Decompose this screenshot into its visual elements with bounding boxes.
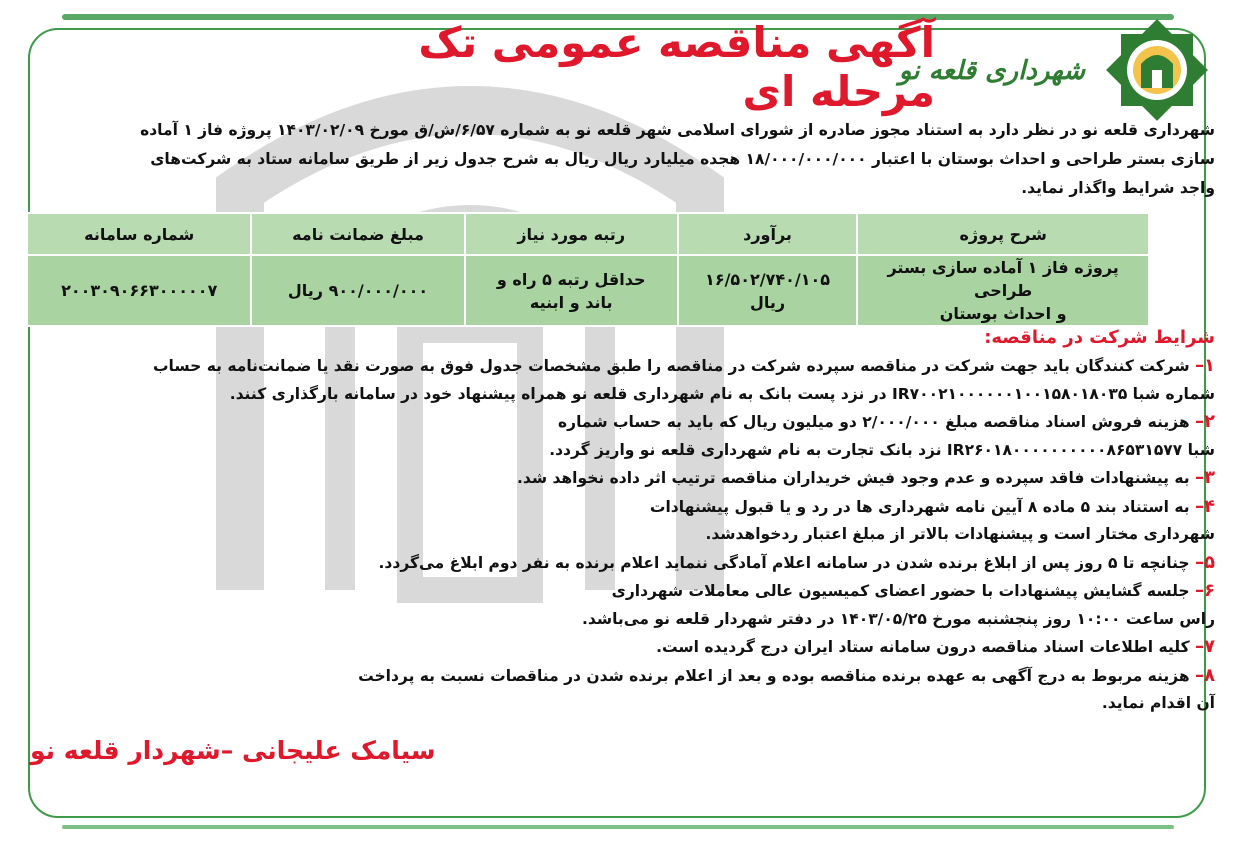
intro-line: شهرداری قلعه نو در نظر دارد به استناد مجوز صادره از شورای اسلامی شهر قلعه نو به شماره ۶/۵۷/ش/ق مورخ ۱۴۰۳/۰۲/۰۹ پروژه فاز ۱ آماده [140, 121, 1215, 139]
item-text: شماره شبا IR۷۰۰۲۱۰۰۰۰۰۰۱۰۰۱۵۸۰۱۸۰۳۵ در نزد پست بانک به نام شهرداری قلعه نو همراه پیشنهاد خود در سامانه بارگذاری کنند. [229, 384, 1215, 403]
cell-line: ریال [749, 292, 786, 312]
item-number: ۴– [1195, 495, 1215, 517]
item-text: راس ساعت ۱۰:۰۰ روز پنجشنبه مورخ ۱۴۰۳/۰۵/۲۵ در دفتر شهردار قلعه نو می‌باشد. [582, 609, 1215, 628]
intro-paragraph [95, 116, 1215, 203]
item-text: چنانچه تا ۵ روز پس از ابلاغ برنده شدن در سامانه اعلام آمادگی ننماید اعلام برنده به نفر دوم ابلاغ می‌گردد. [378, 553, 1190, 572]
logo-text: شهرداری قلعه نو [898, 56, 1085, 86]
list-item [95, 549, 1215, 578]
bottom-frame-bar [62, 825, 1174, 829]
cell-project-description [857, 255, 1149, 326]
list-item-continuation [95, 381, 1215, 409]
conditions-list [95, 352, 1215, 718]
item-text: شرکت کنندگان باید جهت شرکت در مناقصه سپرده شرکت در مناقصه را طبق مشخصات جدول فوق به صورت نقد یا ضمانت‌نامه به حساب [152, 357, 1190, 375]
header-system-number: شماره سامانه [27, 213, 251, 255]
item-number: ۲– [1195, 411, 1215, 432]
cell-line: و احداث بوستان [939, 304, 1067, 323]
intro-line: سازی بستر طراحی و احداث بوستان با اعتبار ۱۸/۰۰۰/۰۰۰/۰۰۰ هجده میلیارد ریال ریال به شرح جدول زیر از طریق سامانه ستاد به شرکت‌های [150, 150, 1215, 168]
municipality-logo [1101, 14, 1213, 126]
list-item-continuation [95, 690, 1215, 718]
item-text: به پیشنهادات فاقد سپرده و عدم وجود فیش خریداران مناقصه ترتیب اثر داده نخواهد شد. [516, 469, 1190, 487]
list-item [95, 464, 1215, 493]
item-number: ۱– [1195, 355, 1215, 376]
header-estimate: برآورد [678, 213, 858, 255]
item-number: ۸– [1195, 664, 1215, 686]
list-item-continuation [95, 606, 1215, 634]
list-item-continuation [95, 437, 1215, 465]
cell-line: ۹۰۰/۰۰۰/۰۰۰ ریال [287, 281, 429, 300]
list-item [95, 493, 1215, 522]
signature: سیامک علیجانی –شهردار قلعه نو [30, 736, 436, 765]
item-text: هزینه مربوط به درج آگهی به عهده برنده مناقصه بوده و بعد از اعلام برنده شدن در مناقصات نسبت به پرداخت [358, 666, 1190, 685]
item-text: هزینه فروش اسناد مناقصه مبلغ ۲/۰۰۰/۰۰۰ دو میلیون ریال که باید به حساب شماره [558, 413, 1190, 431]
item-text: آن اقدام نماید. [1101, 694, 1215, 712]
table-row [27, 255, 1149, 326]
list-item [95, 662, 1215, 691]
cell-required-rank [465, 255, 678, 326]
cell-line: ۱۶/۵۰۲/۷۴۰/۱۰۵ [705, 269, 830, 289]
conditions-title: شرایط شرکت در مناقصه: [984, 327, 1215, 348]
item-text: جلسه گشایش پیشنهادات با حضور اعضای کمیسیون عالی معاملات شهرداری [611, 582, 1190, 600]
list-item [95, 408, 1215, 437]
list-item-continuation [95, 521, 1215, 549]
header-guarantee-amount: مبلغ ضمانت نامه [251, 213, 464, 255]
item-number: ۳– [1195, 467, 1215, 488]
item-number: ۷– [1195, 636, 1215, 657]
cell-line: ۲۰۰۳۰۹۰۶۶۳۰۰۰۰۰۷ [61, 281, 218, 300]
cell-estimate [678, 255, 858, 326]
list-item [95, 352, 1215, 381]
list-item [95, 577, 1215, 606]
table-header-row [27, 213, 1149, 255]
list-item [95, 633, 1215, 662]
cell-line: پروژه فاز ۱ آماده سازی بستر طراحی [887, 258, 1119, 300]
item-text: شبا IR۲۶۰۱۸۰۰۰۰۰۰۰۰۰۰۸۶۵۳۱۵۷۷ نزد بانک تجارت به نام شهرداری قلعه نو واریز گردد. [549, 440, 1215, 459]
cell-system-number [27, 255, 251, 326]
header-project-description: شرح پروژه [857, 213, 1149, 255]
page-title: آگهی مناقصه عمومی تک مرحله ای [418, 18, 935, 116]
item-text: شهرداری مختار است و پیشنهادات بالاتر از مبلغ اعتبار ردخواهدشد. [705, 525, 1215, 543]
item-number: ۶– [1195, 580, 1215, 601]
header-required-rank: رتبه مورد نیاز [465, 213, 678, 255]
intro-line: واجد شرایط واگذار نماید. [1021, 179, 1215, 197]
item-number: ۵– [1195, 551, 1215, 573]
tender-table [26, 212, 1150, 327]
item-text: کلیه اطلاعات اسناد مناقصه درون سامانه ستاد ایران درج گردیده است. [656, 638, 1190, 656]
cell-guarantee-amount [251, 255, 464, 326]
item-text: به استناد بند ۵ ماده ۸ آیین نامه شهرداری ها در رد و یا قبول پیشنهادات [649, 497, 1190, 516]
cell-line: حداقل رتبه ۵ راه و [496, 269, 646, 289]
cell-line: باند و ابنیه [529, 292, 613, 312]
